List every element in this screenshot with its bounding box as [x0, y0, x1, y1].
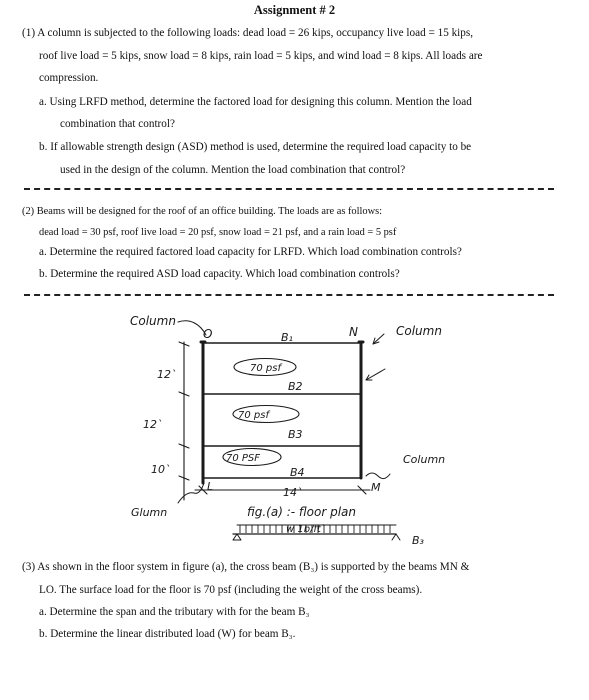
q1-part-b-line-2: used in the design of the column. Mention the load combination that control? — [60, 164, 406, 176]
q3-line-1: (3) As shown in the floor system in figure (a), the cross beam (B₃) is supported by the beams MN & — [22, 561, 470, 573]
q3-line-2: LO. The surface load for the floor is 70 psf (including the weight of the cross beams). — [39, 584, 423, 596]
q2-line-2: dead load = 30 psf, roof live load = 20 psf, snow load = 21 psf, and a rain load = 5 psf — [39, 227, 397, 238]
q1-part-a-line-1: a. Using LRFD method, determine the factored load for designing this column. Mention the load — [39, 96, 472, 108]
leader-column-bottom-left — [178, 483, 204, 503]
q2-line-1: (2) Beams will be designed for the roof of an office building. The loads are as follows: — [22, 206, 383, 217]
label-O: O — [203, 327, 213, 341]
page-title: Assignment # 2 — [253, 3, 336, 17]
pin-support — [233, 534, 241, 540]
q3-part-a: a. Determine the span and the tributary with for the beam B₃ — [39, 606, 310, 618]
label-column-bottom-left: Glumn — [131, 506, 168, 519]
label-beam-b2: B2 — [288, 380, 303, 393]
label-dim-12-mid: 12` — [143, 418, 163, 431]
q1-line-2: roof live load = 5 kips, snow load = 8 kips, rain load = 5 kips, and wind load = 8 kips. All loads are — [39, 50, 483, 62]
squiggle-M — [366, 473, 390, 479]
label-M: M — [371, 481, 381, 494]
label-beam-b4: B4 — [290, 466, 305, 479]
q2-part-b: b. Determine the required ASD load capacity. Which load combination controls? — [39, 268, 400, 280]
q2-part-a: a. Determine the required factored load capacity for LRFD. Which load combination controls? — [39, 246, 462, 258]
divider-2 — [24, 294, 554, 296]
label-w-load: w 1b/ft` — [286, 524, 326, 535]
label-dim-14: 14` — [283, 486, 303, 499]
q1-part-a-line-2: combination that control? — [60, 118, 175, 130]
label-load-3: 70 PSF — [226, 453, 261, 464]
divider-1 — [24, 188, 554, 190]
label-load-2: 70 psf — [238, 410, 269, 421]
q1-line-1: (1) A column is subjected to the following loads: dead load = 26 kips, occupancy live load = 15 kips, — [22, 27, 474, 39]
arrow-right-column — [366, 369, 385, 380]
leader-column-top-left — [178, 321, 206, 335]
figure-caption: fig.(a) :- floor plan — [247, 505, 356, 519]
label-N: N — [349, 325, 358, 339]
floor-plan-figure — [0, 300, 589, 555]
label-beam-b3-load: B₃ — [412, 534, 424, 547]
label-L: L — [207, 480, 214, 493]
label-column-right: Column — [403, 453, 446, 466]
q1-line-3: compression. — [39, 72, 99, 84]
label-column-top-right: Column — [396, 324, 442, 338]
label-beam-b3: B3 — [288, 428, 303, 441]
label-dim-10: 10` — [151, 463, 171, 476]
label-column-top-left: Column — [130, 314, 176, 328]
label-dim-12-top: 12` — [157, 368, 177, 381]
label-load-1: 70 psf — [250, 363, 281, 374]
q1-part-b-line-1: b. If allowable strength design (ASD) method is used, determine the required load capacity to be — [39, 141, 472, 153]
roller-support — [392, 534, 400, 540]
q3-part-b: b. Determine the linear distributed load (W) for beam B₃. — [39, 628, 296, 640]
label-beam-b1: B₁ — [281, 331, 293, 344]
